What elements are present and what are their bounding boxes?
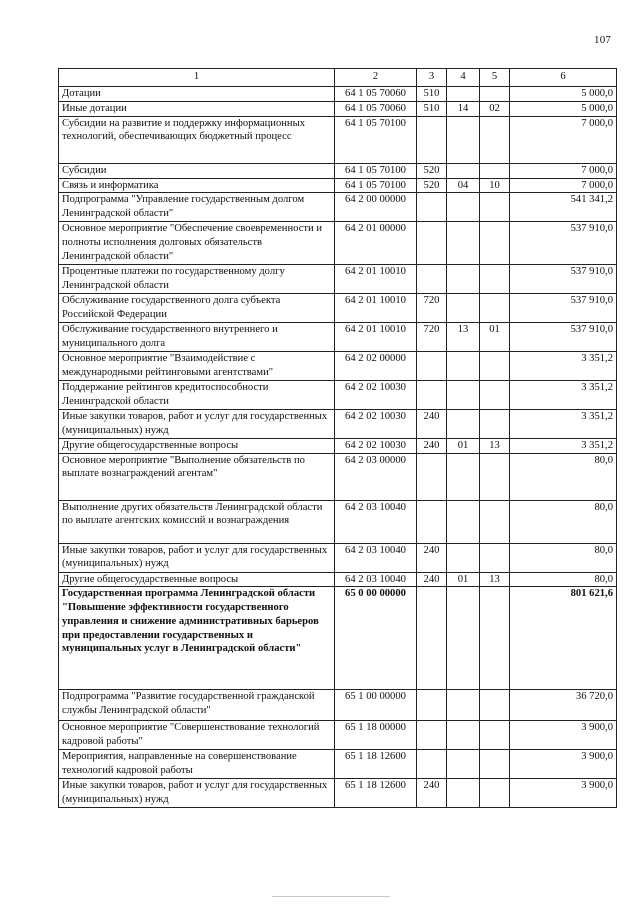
row-rz: 14 <box>447 101 480 116</box>
table-row <box>59 87 617 102</box>
row-rz <box>447 500 480 543</box>
row-name: Подпрограмма "Управление государственным долгом Ленинградской области" <box>59 193 335 222</box>
row-vr: 240 <box>417 409 447 438</box>
row-pr: 13 <box>480 572 510 587</box>
table-row <box>59 101 617 116</box>
row-code: 64 1 05 70100 <box>335 116 417 163</box>
header-col-3: 3 <box>417 69 447 87</box>
row-pr <box>480 721 510 750</box>
row-code: 65 1 00 00000 <box>335 690 417 721</box>
row-code: 64 1 05 70100 <box>335 163 417 178</box>
row-name: Основное мероприятие "Обеспечение своевременности и полноты исполнения долговых обязательств Ленинградской области" <box>59 222 335 265</box>
row-pr <box>480 500 510 543</box>
row-vr: 520 <box>417 163 447 178</box>
row-rz <box>447 163 480 178</box>
row-rz <box>447 721 480 750</box>
row-sum: 3 351,2 <box>510 351 617 380</box>
row-sum: 537 910,0 <box>510 265 617 294</box>
row-code: 65 0 00 00000 <box>335 587 417 690</box>
row-code: 64 2 03 10040 <box>335 572 417 587</box>
row-name: Обслуживание государственного внутреннего и муниципального долга <box>59 322 335 351</box>
row-sum: 5 000,0 <box>510 87 617 102</box>
row-name: Основное мероприятие "Взаимодействие с международными рейтинговыми агентствами" <box>59 351 335 380</box>
row-sum: 541 341,2 <box>510 193 617 222</box>
row-sum: 80,0 <box>510 543 617 572</box>
row-pr: 02 <box>480 101 510 116</box>
table-row <box>59 587 617 690</box>
row-name: Субсидии на развитие и поддержку информационных технологий, обеспечивающих бюджетный процесс <box>59 116 335 163</box>
row-vr <box>417 351 447 380</box>
row-pr: 13 <box>480 438 510 453</box>
row-pr <box>480 380 510 409</box>
row-pr: 10 <box>480 178 510 193</box>
row-vr <box>417 222 447 265</box>
header-col-6: 6 <box>510 69 617 87</box>
table-row <box>59 409 617 438</box>
row-code: 64 1 05 70100 <box>335 178 417 193</box>
row-rz <box>447 750 480 779</box>
row-rz <box>447 690 480 721</box>
row-name: Основное мероприятие "Совершенствование технологий кадровой работы" <box>59 721 335 750</box>
row-vr <box>417 750 447 779</box>
row-vr: 720 <box>417 322 447 351</box>
row-sum: 537 910,0 <box>510 322 617 351</box>
page-number: 107 <box>594 34 612 46</box>
row-code: 64 2 03 10040 <box>335 500 417 543</box>
row-sum: 80,0 <box>510 453 617 500</box>
row-vr <box>417 380 447 409</box>
row-code: 64 2 02 10030 <box>335 438 417 453</box>
table-row <box>59 380 617 409</box>
row-sum: 537 910,0 <box>510 294 617 323</box>
row-sum: 3 351,2 <box>510 409 617 438</box>
row-vr: 510 <box>417 87 447 102</box>
table-row <box>59 438 617 453</box>
header-col-2: 2 <box>335 69 417 87</box>
row-rz <box>447 453 480 500</box>
row-vr <box>417 690 447 721</box>
row-pr <box>480 409 510 438</box>
row-rz <box>447 294 480 323</box>
row-pr <box>480 87 510 102</box>
table-row <box>59 222 617 265</box>
row-vr: 510 <box>417 101 447 116</box>
row-rz: 01 <box>447 438 480 453</box>
table-row <box>59 500 617 543</box>
row-name: Другие общегосударственные вопросы <box>59 438 335 453</box>
bottom-divider <box>272 896 390 897</box>
row-pr <box>480 543 510 572</box>
row-code: 64 2 01 10010 <box>335 265 417 294</box>
header-col-5: 5 <box>480 69 510 87</box>
table-row <box>59 322 617 351</box>
row-name: Иные дотации <box>59 101 335 116</box>
row-sum: 7 000,0 <box>510 163 617 178</box>
row-rz <box>447 87 480 102</box>
row-pr: 01 <box>480 322 510 351</box>
row-rz <box>447 193 480 222</box>
table-row <box>59 178 617 193</box>
row-code: 64 1 05 70060 <box>335 87 417 102</box>
row-code: 64 2 01 10010 <box>335 322 417 351</box>
row-name: Обслуживание государственного долга субъекта Российской Федерации <box>59 294 335 323</box>
table-row <box>59 721 617 750</box>
row-rz <box>447 543 480 572</box>
row-vr <box>417 193 447 222</box>
row-name: Субсидии <box>59 163 335 178</box>
header-col-1: 1 <box>59 69 335 87</box>
budget-table <box>58 68 617 808</box>
row-code: 64 2 01 10010 <box>335 294 417 323</box>
row-code: 65 1 18 12600 <box>335 779 417 808</box>
row-vr <box>417 265 447 294</box>
row-code: 64 2 02 10030 <box>335 380 417 409</box>
row-sum: 801 621,6 <box>510 587 617 690</box>
row-name: Иные закупки товаров, работ и услуг для государственных (муниципальных) нужд <box>59 779 335 808</box>
row-pr <box>480 453 510 500</box>
row-vr <box>417 453 447 500</box>
table-row <box>59 163 617 178</box>
row-name: Мероприятия, направленные на совершенствование технологий кадровой работы <box>59 750 335 779</box>
row-vr: 240 <box>417 438 447 453</box>
row-vr: 520 <box>417 178 447 193</box>
row-pr <box>480 193 510 222</box>
row-code: 64 2 03 10040 <box>335 543 417 572</box>
table-row <box>59 779 617 808</box>
row-sum: 80,0 <box>510 572 617 587</box>
row-sum: 7 000,0 <box>510 178 617 193</box>
row-name: Иные закупки товаров, работ и услуг для государственных (муниципальных) нужд <box>59 543 335 572</box>
row-rz <box>447 587 480 690</box>
row-pr <box>480 294 510 323</box>
row-pr <box>480 779 510 808</box>
row-sum: 537 910,0 <box>510 222 617 265</box>
row-pr <box>480 351 510 380</box>
row-code: 64 2 03 00000 <box>335 453 417 500</box>
row-sum: 7 000,0 <box>510 116 617 163</box>
row-name: Связь и информатика <box>59 178 335 193</box>
row-sum: 3 351,2 <box>510 438 617 453</box>
row-rz: 04 <box>447 178 480 193</box>
table-row <box>59 294 617 323</box>
table-header-row <box>59 69 617 87</box>
row-sum: 3 900,0 <box>510 779 617 808</box>
row-pr <box>480 265 510 294</box>
row-pr <box>480 222 510 265</box>
table-row <box>59 453 617 500</box>
row-name: Иные закупки товаров, работ и услуг для государственных (муниципальных) нужд <box>59 409 335 438</box>
row-vr: 240 <box>417 779 447 808</box>
row-vr: 240 <box>417 572 447 587</box>
row-code: 65 1 18 00000 <box>335 721 417 750</box>
row-code: 64 2 02 00000 <box>335 351 417 380</box>
row-vr <box>417 500 447 543</box>
row-vr: 240 <box>417 543 447 572</box>
row-name: Основное мероприятие "Выполнение обязательств по выплате вознаграждений агентам" <box>59 453 335 500</box>
row-rz <box>447 265 480 294</box>
row-rz: 01 <box>447 572 480 587</box>
row-name: Дотации <box>59 87 335 102</box>
header-col-4: 4 <box>447 69 480 87</box>
row-rz <box>447 409 480 438</box>
row-pr <box>480 116 510 163</box>
row-rz <box>447 351 480 380</box>
row-rz <box>447 116 480 163</box>
table-row <box>59 193 617 222</box>
row-sum: 80,0 <box>510 500 617 543</box>
row-rz <box>447 222 480 265</box>
table-row <box>59 572 617 587</box>
row-vr: 720 <box>417 294 447 323</box>
table-row <box>59 116 617 163</box>
row-name: Выполнение других обязательств Ленинградской области по выплате агентских комиссий и вознаграждения <box>59 500 335 543</box>
row-sum: 3 900,0 <box>510 721 617 750</box>
row-pr <box>480 690 510 721</box>
row-vr <box>417 721 447 750</box>
row-code: 64 2 01 00000 <box>335 222 417 265</box>
row-code: 65 1 18 12600 <box>335 750 417 779</box>
row-pr <box>480 163 510 178</box>
row-pr <box>480 750 510 779</box>
table-row <box>59 750 617 779</box>
row-rz <box>447 380 480 409</box>
row-code: 64 2 00 00000 <box>335 193 417 222</box>
table-row <box>59 351 617 380</box>
row-sum: 5 000,0 <box>510 101 617 116</box>
row-name: Государственная программа Ленинградской области "Повышение эффективности государственного управления и снижение административных барьеров при предоставлении государственных и муниципальных услуг в Ленинградской области" <box>59 587 335 690</box>
row-name: Подпрограмма "Развитие государственной гражданской службы Ленинградской области" <box>59 690 335 721</box>
row-rz <box>447 779 480 808</box>
row-name: Другие общегосударственные вопросы <box>59 572 335 587</box>
row-code: 64 1 05 70060 <box>335 101 417 116</box>
table-row <box>59 265 617 294</box>
table-row <box>59 543 617 572</box>
row-sum: 36 720,0 <box>510 690 617 721</box>
row-sum: 3 351,2 <box>510 380 617 409</box>
row-vr <box>417 116 447 163</box>
row-name: Процентные платежи по государственному долгу Ленинградской области <box>59 265 335 294</box>
row-vr <box>417 587 447 690</box>
row-name: Поддержание рейтингов кредитоспособности Ленинградской области <box>59 380 335 409</box>
row-rz: 13 <box>447 322 480 351</box>
row-sum: 3 900,0 <box>510 750 617 779</box>
row-pr <box>480 587 510 690</box>
table-row <box>59 690 617 721</box>
row-code: 64 2 02 10030 <box>335 409 417 438</box>
